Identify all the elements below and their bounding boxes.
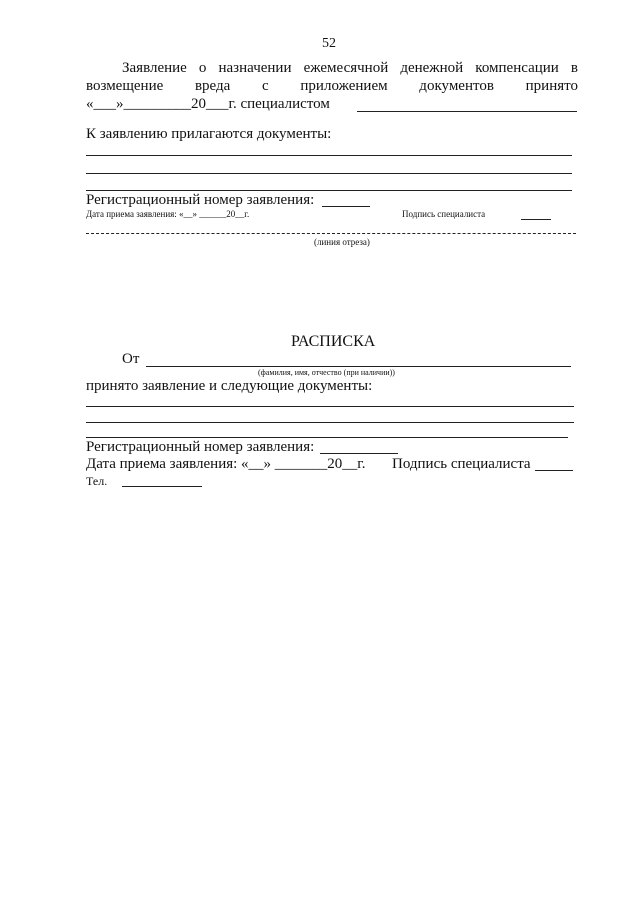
receipt-reg-number-field[interactable] — [320, 453, 398, 454]
attachments-label: К заявлению прилагаются документы: — [86, 126, 332, 142]
receipt-date-label: Дата приема заявления: «__» _______20__г. — [86, 456, 366, 472]
statement-line-1: Заявление о назначении ежемесячной денежной компенсации в — [122, 60, 578, 76]
cut-line-label: (линия отреза) — [314, 237, 370, 247]
signature-field[interactable] — [521, 219, 551, 220]
date-received-label: Дата приема заявления: «__» ______20__г. — [86, 209, 250, 219]
reg-number-label: Регистрационный номер заявления: — [86, 192, 315, 208]
phone-label: Тел. — [86, 474, 108, 488]
receipt-documents-line-1[interactable] — [86, 406, 574, 407]
receipt-reg-number-label: Регистрационный номер заявления: — [86, 439, 315, 455]
specialist-name-field[interactable] — [357, 111, 577, 112]
receipt-signature-field[interactable] — [535, 470, 573, 471]
receipt-documents-line-3[interactable] — [86, 437, 568, 438]
attachments-line-3[interactable] — [86, 190, 572, 191]
attachments-line-1[interactable] — [86, 155, 572, 156]
from-hint: (фамилия, имя, отчество (при наличии)) — [258, 368, 395, 377]
phone-field[interactable] — [122, 486, 202, 487]
cut-line — [86, 233, 576, 234]
from-label: От — [122, 351, 140, 367]
reg-number-field[interactable] — [322, 206, 370, 207]
receipt-documents-line-2[interactable] — [86, 422, 574, 423]
statement-line-2: возмещение вреда с приложением документов принято — [86, 78, 578, 94]
from-name-field[interactable] — [146, 366, 571, 367]
accepted-documents-label: принято заявление и следующие документы: — [86, 378, 373, 394]
signature-label: Подпись специалиста — [402, 209, 486, 219]
attachments-line-2[interactable] — [86, 173, 572, 174]
receipt-signature-label: Подпись специалиста — [392, 456, 531, 472]
statement-line-3: «___»_________20___г. специалистом — [86, 96, 330, 112]
page-number: 52 — [322, 36, 336, 51]
receipt-title: РАСПИСКА — [291, 333, 376, 350]
